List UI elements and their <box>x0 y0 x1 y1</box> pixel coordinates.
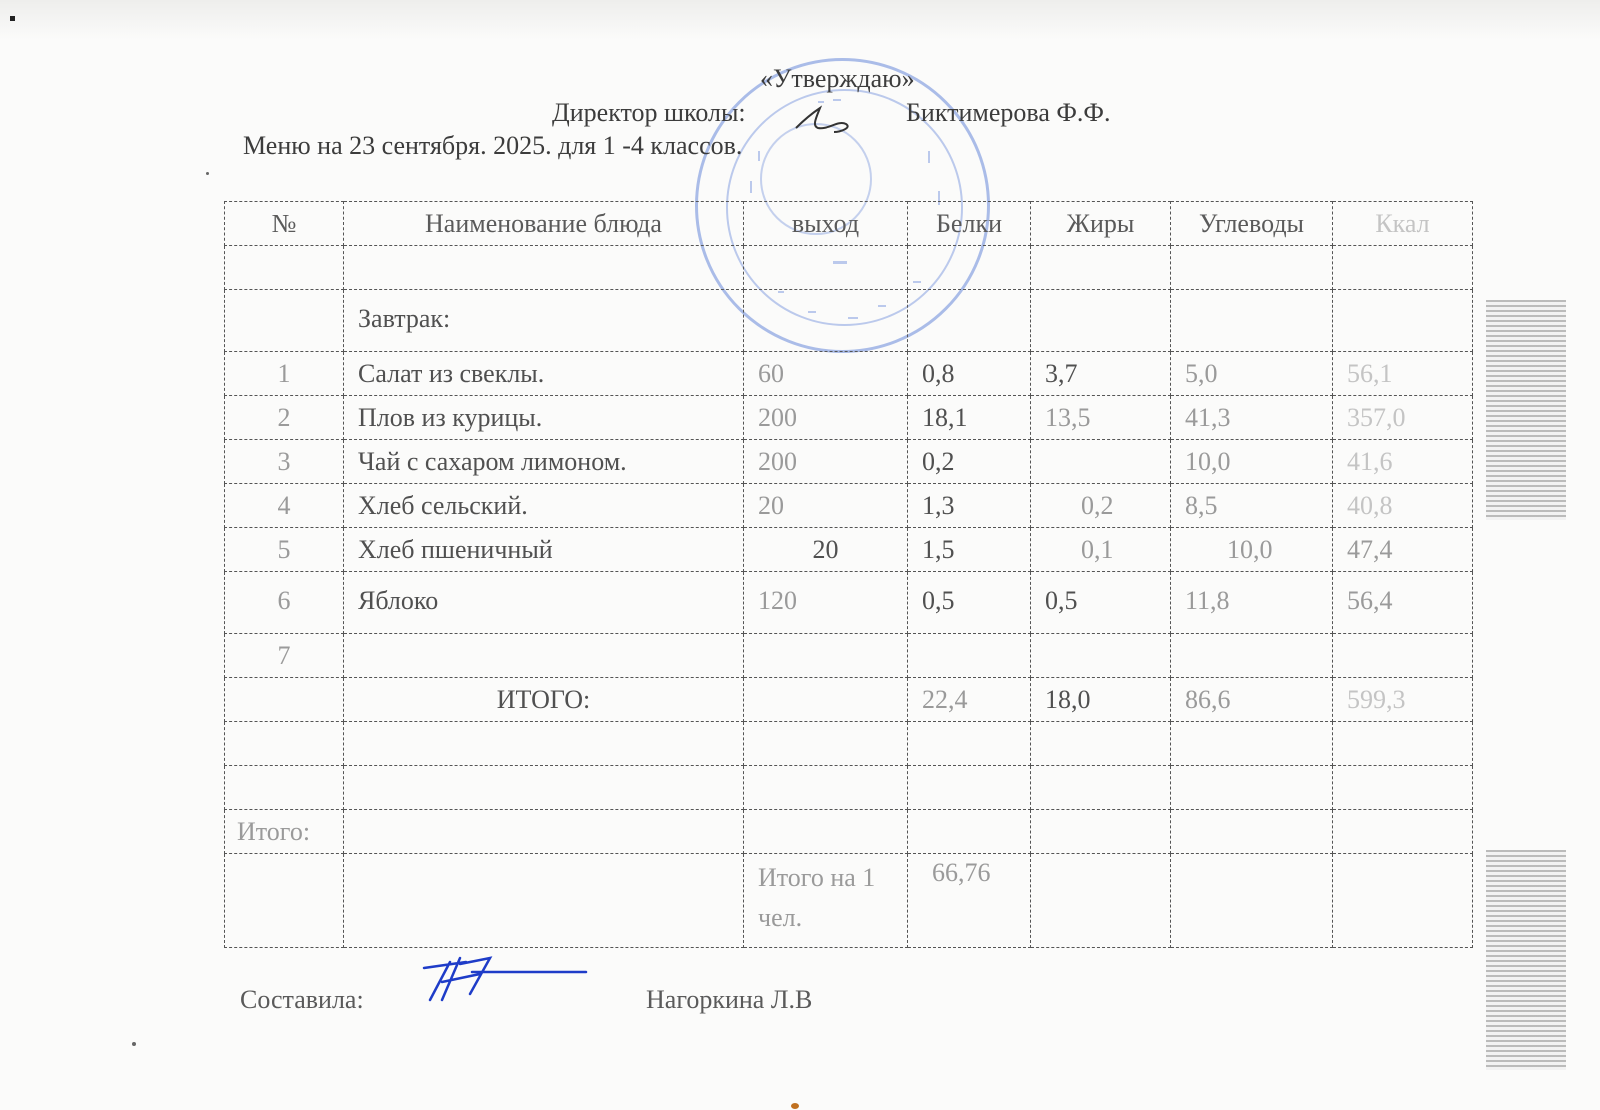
scan-speck <box>206 172 209 175</box>
dish-kcal: 56,1 <box>1333 352 1473 396</box>
column-header: Белки <box>908 202 1031 246</box>
dish-kcal: 357,0 <box>1333 396 1473 440</box>
row-number: 3 <box>225 440 344 484</box>
approval-heading: «Утверждаю» <box>760 64 915 93</box>
scan-mark <box>10 16 15 21</box>
row-number: 1 <box>225 352 344 396</box>
dish-protein: 1,5 <box>908 528 1031 572</box>
total-fat: 18,0 <box>1031 678 1171 722</box>
dish-carb: 11,8 <box>1171 572 1333 634</box>
dish-protein: 0,5 <box>908 572 1031 634</box>
dish-protein: 0,8 <box>908 352 1031 396</box>
row-number: 2 <box>225 396 344 440</box>
table-row <box>225 352 1473 396</box>
table-row <box>225 634 1473 678</box>
dish-name: Салат из свеклы. <box>344 352 744 396</box>
director-name: Биктимерова Ф.Ф. <box>906 98 1111 127</box>
director-signature <box>790 98 860 140</box>
scan-speck <box>791 1103 799 1109</box>
table-row <box>225 484 1473 528</box>
table-row <box>225 528 1473 572</box>
dish-carb: 10,0 <box>1171 528 1333 572</box>
dish-kcal: 41,6 <box>1333 440 1473 484</box>
scan-noise <box>1486 850 1566 1070</box>
table-header-row <box>225 202 1473 246</box>
dish-name: Яблоко <box>344 572 744 634</box>
scan-speck <box>132 1042 136 1046</box>
dish-kcal: 56,4 <box>1333 572 1473 634</box>
dish-fat: 0,5 <box>1031 572 1171 634</box>
total-kcal: 599,3 <box>1333 678 1473 722</box>
dish-carb: 10,0 <box>1171 440 1333 484</box>
dish-carb: 8,5 <box>1171 484 1333 528</box>
menu-table <box>224 201 1473 948</box>
dish-output: 20 <box>744 528 908 572</box>
dish-carb: 41,3 <box>1171 396 1333 440</box>
section-label: Завтрак: <box>344 290 744 352</box>
dish-output: 120 <box>744 572 908 634</box>
composer-signature <box>420 952 590 1010</box>
row-number: 4 <box>225 484 344 528</box>
dish-name: Плов из курицы. <box>344 396 744 440</box>
dish-fat: 13,5 <box>1031 396 1171 440</box>
total-row <box>225 678 1473 722</box>
composer-name: Нагоркина Л.В <box>646 985 813 1014</box>
row-number: 7 <box>225 634 344 678</box>
column-header: Жиры <box>1031 202 1171 246</box>
per-person-row <box>225 854 1473 948</box>
dish-fat <box>1031 440 1171 484</box>
dish-name: Хлеб пшеничный <box>344 528 744 572</box>
dish-carb: 5,0 <box>1171 352 1333 396</box>
table-row <box>225 766 1473 810</box>
dish-output: 60 <box>744 352 908 396</box>
total-carb: 86,6 <box>1171 678 1333 722</box>
dish-protein: 18,1 <box>908 396 1031 440</box>
column-header: Углеводы <box>1171 202 1333 246</box>
per-person-label: Итого на 1 чел. <box>744 854 908 948</box>
dish-name: Чай с сахаром лимоном. <box>344 440 744 484</box>
dish-fat: 3,7 <box>1031 352 1171 396</box>
dish-protein: 1,3 <box>908 484 1031 528</box>
table-row <box>225 246 1473 290</box>
row-number: 5 <box>225 528 344 572</box>
table-row <box>225 722 1473 766</box>
dish-output: 20 <box>744 484 908 528</box>
column-header: Наименование блюда <box>344 202 744 246</box>
dish-protein: 0,2 <box>908 440 1031 484</box>
column-header: № <box>225 202 344 246</box>
table-row <box>225 440 1473 484</box>
table-row <box>225 572 1473 634</box>
composer-label: Составила: <box>240 985 364 1014</box>
dish-kcal: 47,4 <box>1333 528 1473 572</box>
dish-fat: 0,1 <box>1031 528 1171 572</box>
director-label: Директор школы: <box>552 98 746 127</box>
scan-noise <box>1486 300 1566 520</box>
menu-title: Меню на 23 сентября. 2025. для 1 -4 классов. <box>243 131 743 160</box>
column-header: выход <box>744 202 908 246</box>
dish-output: 200 <box>744 440 908 484</box>
itogo-row <box>225 810 1473 854</box>
dish-kcal: 40,8 <box>1333 484 1473 528</box>
dish-name <box>344 634 744 678</box>
total-protein: 22,4 <box>908 678 1031 722</box>
row-number: 6 <box>225 572 344 634</box>
dish-fat: 0,2 <box>1031 484 1171 528</box>
itogo-label: Итого: <box>225 810 344 854</box>
dish-output: 200 <box>744 396 908 440</box>
dish-name: Хлеб сельский. <box>344 484 744 528</box>
per-person-value: 66,76 <box>908 854 1031 948</box>
column-header: Ккал <box>1333 202 1473 246</box>
table-row <box>225 396 1473 440</box>
section-row <box>225 290 1473 352</box>
total-label: ИТОГО: <box>344 678 744 722</box>
